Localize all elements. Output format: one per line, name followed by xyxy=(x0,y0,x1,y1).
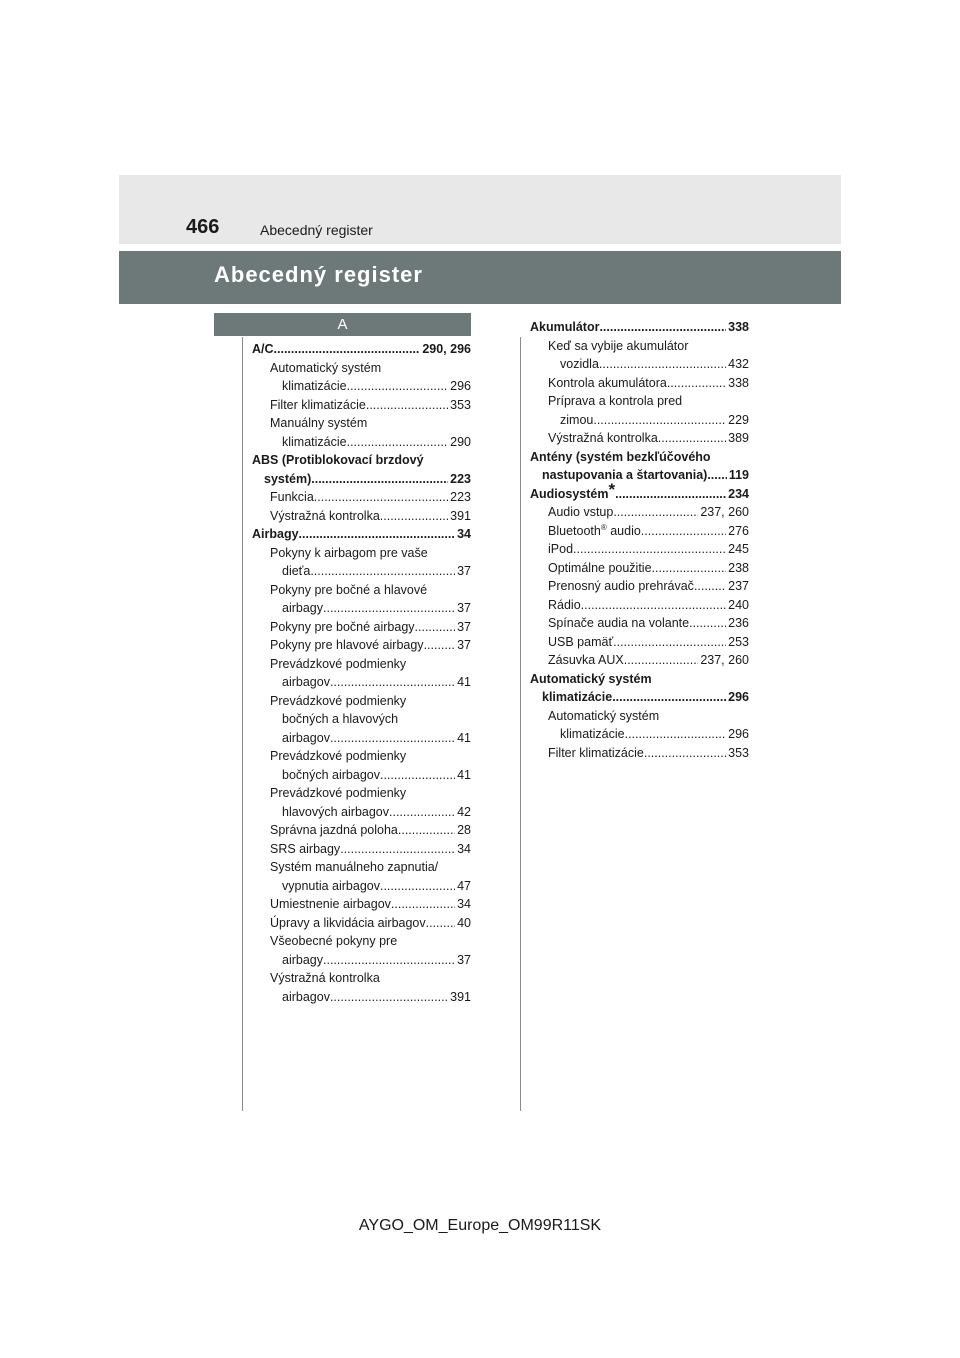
index-entry xyxy=(252,803,471,822)
dot-leader xyxy=(330,988,448,1007)
page-reference: 37 xyxy=(457,638,471,652)
running-title: Abecedný register xyxy=(260,222,373,238)
index-entry xyxy=(530,355,749,374)
header-band xyxy=(119,175,841,244)
index-term: Výstražná kontrolka xyxy=(270,971,380,985)
dot-leader xyxy=(615,485,726,504)
dot-leader xyxy=(366,396,448,415)
index-entry xyxy=(252,858,471,877)
index-term: Prevádzkové podmienky xyxy=(270,749,407,763)
index-term: iPod xyxy=(548,542,574,556)
page-reference: 37 xyxy=(457,601,471,615)
index-term: Prevádzkové podmienky xyxy=(270,656,407,671)
index-entry xyxy=(252,618,471,637)
dot-leader xyxy=(380,877,455,896)
index-entry xyxy=(252,840,471,859)
page-reference: 391 xyxy=(450,508,471,523)
index-term: Rádio xyxy=(548,597,581,612)
dot-leader xyxy=(581,596,726,615)
page-reference: 37 xyxy=(457,619,471,634)
index-entry xyxy=(252,488,471,507)
index-term: Výstražná kontrolka xyxy=(270,508,380,523)
index-entry xyxy=(252,525,471,544)
index-term: Kontrola akumulátora xyxy=(548,375,667,390)
page-reference: 240 xyxy=(728,597,749,612)
index-entry xyxy=(530,559,749,578)
dot-leader xyxy=(667,374,726,393)
page-number: 466 xyxy=(186,216,220,238)
index-term: Audio vstup xyxy=(548,505,614,519)
index-term: Prenosný audio prehrávač xyxy=(548,579,694,593)
dot-leader xyxy=(380,766,455,785)
index-entry xyxy=(252,507,471,526)
index-entry xyxy=(252,562,471,581)
dot-leader xyxy=(299,525,456,544)
index-entry xyxy=(252,673,471,692)
index-term: Prevádzkové podmienky xyxy=(270,786,407,800)
index-term: Pokyny pre hlavové airbagy xyxy=(270,638,424,652)
index-entry xyxy=(530,522,749,541)
index-term: Pokyny k airbagom pre vaše xyxy=(270,545,428,560)
index-term: airbagov xyxy=(282,675,330,689)
index-term: Filter klimatizácie xyxy=(270,397,366,412)
dot-leader xyxy=(311,470,448,489)
page-reference: 223 xyxy=(450,490,471,504)
index-entry xyxy=(530,374,749,393)
dot-leader xyxy=(330,673,455,692)
dot-leader xyxy=(599,318,726,337)
page-reference: 42 xyxy=(457,804,471,819)
index-entry xyxy=(530,411,749,430)
page-reference: 338 xyxy=(728,320,749,334)
page-reference: 253 xyxy=(728,634,749,649)
dot-leader xyxy=(426,914,455,933)
index-entry xyxy=(530,337,749,356)
index-entry xyxy=(530,670,749,689)
dot-leader xyxy=(612,688,726,707)
dot-leader xyxy=(573,540,726,559)
dot-leader xyxy=(424,636,456,655)
index-entry xyxy=(252,359,471,378)
page-reference: 34 xyxy=(457,897,471,911)
index-entry xyxy=(252,821,471,840)
index-entry xyxy=(530,614,749,633)
index-entry xyxy=(252,396,471,415)
index-term: dieťa xyxy=(282,564,311,578)
index-entry xyxy=(252,988,471,1007)
index-entry xyxy=(252,340,471,359)
page-reference: 391 xyxy=(450,989,471,1004)
index-entry xyxy=(252,747,471,766)
dot-leader xyxy=(415,618,456,637)
index-entry xyxy=(530,540,749,559)
index-term: klimatizácie xyxy=(282,434,347,449)
dot-leader xyxy=(391,895,455,914)
index-entry xyxy=(252,951,471,970)
index-term: Umiestnenie airbagov xyxy=(270,897,391,911)
index-term: Spínače audia na volante xyxy=(548,616,690,630)
index-term: Akumulátor xyxy=(530,320,600,334)
index-term: hlavových airbagov xyxy=(282,804,390,819)
index-term: Všeobecné pokyny pre xyxy=(270,934,398,948)
index-entry xyxy=(252,414,471,433)
index-term: Optimálne použitie xyxy=(548,560,652,575)
index-term: bočných airbagov xyxy=(282,767,380,782)
column-divider-left xyxy=(242,337,243,1111)
index-entry xyxy=(530,318,749,337)
index-entry xyxy=(252,877,471,896)
index-entry xyxy=(530,688,749,707)
index-term: Bluetooth® audio xyxy=(548,522,641,538)
page-reference: 338 xyxy=(728,375,749,390)
dot-leader xyxy=(644,744,726,763)
index-term: bočných a hlavových xyxy=(282,712,399,726)
page-reference: 353 xyxy=(450,397,471,412)
index-column-1 xyxy=(252,340,471,1006)
page-reference: 34 xyxy=(457,841,471,856)
index-term: ABS (Protiblokovací brzdový xyxy=(252,453,424,467)
page-reference: 290, 296 xyxy=(422,342,471,356)
page-reference: 432 xyxy=(728,357,749,371)
index-entry xyxy=(530,744,749,763)
page-title: Abecedný register xyxy=(214,262,423,287)
index-entry xyxy=(252,451,471,470)
page-reference: 34 xyxy=(457,527,471,541)
dot-leader xyxy=(347,433,449,452)
index-entry xyxy=(530,429,749,448)
page-reference: 296 xyxy=(728,690,749,704)
index-entry xyxy=(530,448,749,467)
footnote-star: * xyxy=(608,479,616,499)
index-term: SRS airbagy xyxy=(270,841,341,856)
index-entry xyxy=(530,725,749,744)
page-reference: 223 xyxy=(450,471,471,486)
dot-leader xyxy=(613,503,698,522)
index-entry xyxy=(252,914,471,933)
index-entry xyxy=(252,636,471,655)
index-term: klimatizácie xyxy=(560,727,625,741)
index-entry xyxy=(252,377,471,396)
index-entry xyxy=(252,710,471,729)
index-term: Systém manuálneho zapnutia/ xyxy=(270,860,439,874)
page-reference: 37 xyxy=(457,564,471,578)
page-reference: 290 xyxy=(450,434,471,449)
index-term: Filter klimatizácie xyxy=(548,745,644,760)
dot-leader xyxy=(323,599,455,618)
index-entry xyxy=(252,470,471,489)
index-term: Keď sa vybije akumulátor xyxy=(548,338,689,353)
page-reference: 41 xyxy=(457,675,471,689)
page-reference: 234 xyxy=(728,486,749,501)
index-entry xyxy=(530,479,749,504)
index-entry xyxy=(252,895,471,914)
page-reference: 296 xyxy=(728,727,749,741)
index-entry xyxy=(252,655,471,674)
dot-leader xyxy=(593,411,726,430)
index-entry xyxy=(252,969,471,988)
page-reference: 37 xyxy=(457,952,471,967)
dot-leader xyxy=(330,729,455,748)
index-term: Antény (systém bezkľúčového xyxy=(530,449,711,464)
page-reference: 47 xyxy=(457,878,471,893)
page-reference: 41 xyxy=(457,730,471,745)
index-term: klimatizácie xyxy=(542,690,613,704)
index-entry xyxy=(530,596,749,615)
index-entry xyxy=(530,633,749,652)
index-entry xyxy=(530,503,749,522)
index-entry xyxy=(252,766,471,785)
page-reference: 237, 260 xyxy=(700,505,749,519)
dot-leader xyxy=(658,429,726,448)
page-reference: 119 xyxy=(728,468,749,482)
index-entry xyxy=(252,599,471,618)
index-column-2 xyxy=(530,318,749,762)
document-footer: AYGO_OM_Europe_OM99R11SK xyxy=(358,1217,602,1234)
dot-leader xyxy=(641,522,726,541)
index-term: Manuálny systém xyxy=(270,416,368,430)
index-entry xyxy=(252,581,471,600)
index-term: Správna jazdná poloha xyxy=(270,823,398,837)
index-term: USB pamäť xyxy=(548,634,614,649)
index-term: airbagov xyxy=(282,989,330,1004)
index-term: Výstražná kontrolka xyxy=(548,431,658,445)
index-entry xyxy=(530,392,749,411)
index-entry xyxy=(252,784,471,803)
index-term: Audiosystém* xyxy=(530,479,616,501)
dot-leader xyxy=(340,840,455,859)
page-reference: 237, 260 xyxy=(700,653,749,667)
dot-leader xyxy=(347,377,449,396)
dot-leader xyxy=(625,725,727,744)
index-term: Airbagy xyxy=(252,527,299,541)
index-term: Pokyny pre bočné a hlavové xyxy=(270,582,428,597)
index-entry xyxy=(252,692,471,711)
index-term: Automatický systém xyxy=(530,671,652,686)
index-entry xyxy=(252,433,471,452)
page-reference: 353 xyxy=(728,745,749,760)
dot-leader xyxy=(389,803,455,822)
index-term: Príprava a kontrola pred xyxy=(548,394,683,408)
registered-mark: ® xyxy=(600,522,607,532)
index-entry xyxy=(530,707,749,726)
index-term: A/C xyxy=(252,342,274,356)
index-entry xyxy=(252,544,471,563)
page-reference: 229 xyxy=(728,412,749,427)
index-term: vypnutia airbagov xyxy=(282,878,380,893)
index-term: Úpravy a likvidácia airbagov xyxy=(270,915,426,930)
index-entry xyxy=(530,577,749,596)
dot-leader xyxy=(694,577,726,596)
index-entry xyxy=(530,651,749,670)
dot-leader xyxy=(707,466,727,485)
dot-leader xyxy=(624,651,699,670)
index-entry xyxy=(252,932,471,951)
dot-leader xyxy=(323,951,455,970)
index-term: Automatický systém xyxy=(270,360,382,375)
page-reference: 28 xyxy=(457,823,471,837)
index-term: Pokyny pre bočné airbagy xyxy=(270,619,415,634)
dot-leader xyxy=(613,633,726,652)
dot-leader xyxy=(310,562,455,581)
page-reference: 389 xyxy=(728,431,749,445)
index-term: zimou xyxy=(560,412,594,427)
index-term: klimatizácie xyxy=(282,379,347,393)
page-reference: 40 xyxy=(457,915,471,930)
dot-leader xyxy=(274,340,421,359)
index-term: airbagov xyxy=(282,730,330,745)
index-term: Automatický systém xyxy=(548,708,660,723)
page-reference: 41 xyxy=(457,767,471,782)
index-entry xyxy=(252,729,471,748)
index-term: nastupovania a štartovania) xyxy=(542,468,708,482)
index-term: Zásuvka AUX xyxy=(548,653,624,667)
index-term: systém) xyxy=(264,471,312,486)
dot-leader xyxy=(689,614,726,633)
column-divider-right xyxy=(520,337,521,1111)
index-term: airbagy xyxy=(282,601,323,615)
dot-leader xyxy=(652,559,727,578)
index-term: Prevádzkové podmienky xyxy=(270,693,407,708)
index-term: vozidla xyxy=(560,357,599,371)
index-entry xyxy=(530,466,749,485)
index-term: Funkcia xyxy=(270,490,314,504)
page-reference: 236 xyxy=(728,616,749,630)
section-letter-bar: A xyxy=(214,313,471,336)
dot-leader xyxy=(314,488,448,507)
page-reference: 276 xyxy=(728,523,749,538)
page-reference: 237 xyxy=(728,579,749,593)
page-reference: 296 xyxy=(450,379,471,393)
dot-leader xyxy=(398,821,455,840)
page-reference: 245 xyxy=(728,542,749,556)
page-reference: 238 xyxy=(728,560,749,575)
index-term: airbagy xyxy=(282,952,323,967)
dot-leader xyxy=(599,355,726,374)
dot-leader xyxy=(380,507,448,526)
